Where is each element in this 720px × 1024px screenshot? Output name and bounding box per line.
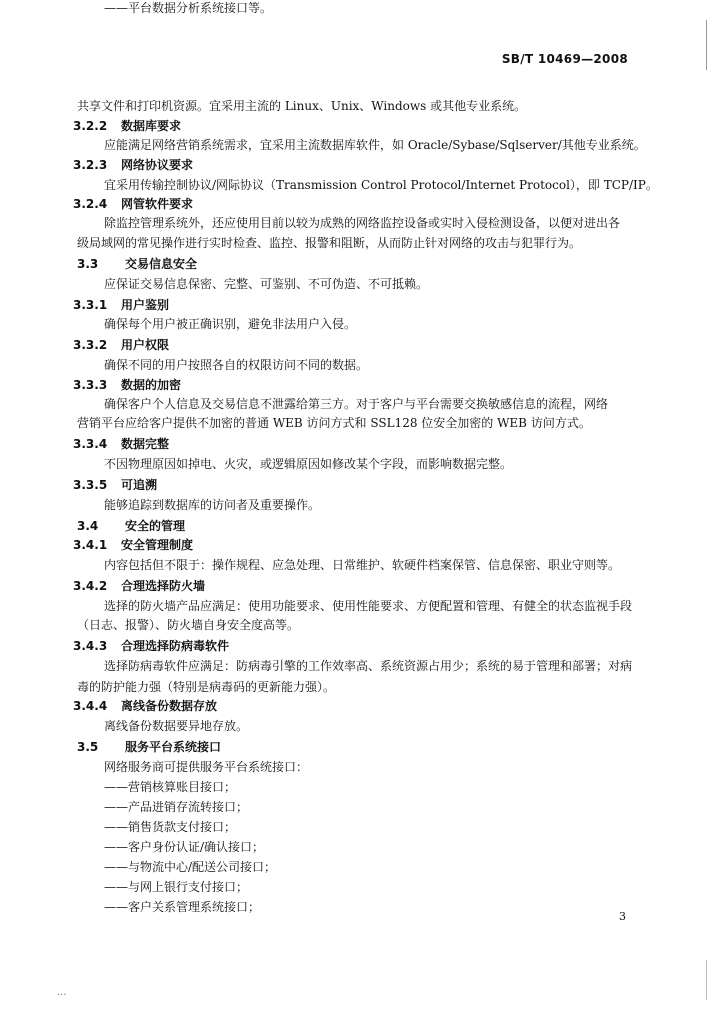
section-heading	[73, 537, 193, 553]
section-heading	[73, 157, 193, 173]
paragraph-line: 宜采用传输控制协议/网际协议（Transmission Control Protocol/Internet Protocol），即 TCP/IP。	[104, 178, 658, 192]
section-number: 3.4.4	[73, 699, 108, 713]
scan-edge-line-bottom	[706, 960, 707, 1000]
paragraph-continuation: （日志、报警）、防火墙自身安全度高等。	[77, 618, 300, 632]
section-title: 离线备份数据存放	[121, 699, 218, 713]
section-number: 3.3.3	[73, 378, 108, 392]
paragraph-line: ——与物流中心/配送公司接口；	[104, 860, 277, 874]
section-title: 交易信息安全	[125, 257, 198, 271]
section-number: 3.4	[77, 519, 99, 533]
paragraph-line: 选择防病毒软件应满足：防病毒引擎的工作效率高、系统资源占用少；系统的易于管理和部署；对病	[104, 659, 633, 673]
paragraph-continuation: 级局域网的常见操作进行实时检查、监控、报警和阻断，从而防止针对网络的攻击与犯罪行为。	[77, 236, 582, 250]
scan-artifact: ···	[57, 990, 67, 1001]
paragraph-line: 选择的防火墙产品应满足：使用功能要求、使用性能要求、方便配置和管理、有健全的状态监视手段	[104, 599, 633, 613]
section-title: 用户权限	[121, 338, 170, 352]
section-title: 安全的管理	[125, 519, 186, 533]
paragraph-line: 不因物理原因如掉电、火灾，或逻辑原因如修改某个字段，而影响数据完整。	[104, 457, 513, 471]
section-heading	[77, 739, 221, 755]
paragraph-continuation: 毒的防护能力强（特别是病毒码的更新能力强）。	[77, 680, 336, 694]
section-number: 3.3.5	[73, 478, 108, 492]
paragraph-line: ——产品进销存流转接口；	[104, 800, 249, 814]
paragraph-line: 确保每个用户被正确识别，避免非法用户入侵。	[104, 317, 357, 331]
section-number: 3.2.3	[73, 158, 108, 172]
section-heading	[73, 436, 169, 452]
section-number: 3.3	[77, 257, 99, 271]
standard-code-header: SB/T 10469—2008	[501, 52, 628, 66]
paragraph-line: 确保客户个人信息及交易信息不泄露给第三方。对于客户与平台需要交换敏感信息的流程，网络	[104, 397, 609, 411]
section-number: 3.3.2	[73, 338, 108, 352]
section-heading	[73, 297, 169, 313]
paragraph-line: ——平台数据分析系统接口等。	[104, 1, 273, 15]
section-title: 网管软件要求	[121, 197, 194, 211]
paragraph-line: ——销售货款支付接口；	[104, 820, 237, 834]
paragraph-line: ——与网上银行支付接口；	[104, 880, 249, 894]
section-number: 3.3.1	[73, 298, 108, 312]
section-title: 用户鉴别	[121, 298, 170, 312]
section-heading	[73, 698, 217, 714]
section-title: 服务平台系统接口	[125, 740, 222, 754]
section-title: 可追溯	[121, 478, 158, 492]
paragraph-line: ——客户身份认证/确认接口；	[104, 840, 265, 854]
paragraph-line: 确保不同的用户按照各自的权限访问不同的数据。	[104, 358, 369, 372]
section-heading	[73, 377, 181, 393]
paragraph-line: 除监控管理系统外，还应使用目前以较为成熟的网络监控设备或实时入侵检测设备，以便对进出各	[104, 216, 621, 230]
section-heading	[77, 518, 185, 534]
section-number: 3.3.4	[73, 437, 108, 451]
section-number: 3.2.2	[73, 119, 108, 133]
paragraph-line: ——营销核算账目接口；	[104, 780, 237, 794]
section-heading	[73, 578, 205, 594]
paragraph-line: 离线备份数据要异地存放。	[104, 719, 249, 733]
section-number: 3.4.2	[73, 579, 108, 593]
section-title: 数据完整	[121, 437, 170, 451]
paragraph-line: 内容包括但不限于：操作规程、应急处理、日常维护、软硬件档案保管、信息保密、职业守则等。	[104, 558, 621, 572]
section-title: 合理选择防火墙	[121, 579, 206, 593]
paragraph-line: 应保证交易信息保密、完整、可鉴别、不可伪造、不可抵赖。	[104, 277, 429, 291]
paragraph-continuation: 营销平台应给客户提供不加密的普通 WEB 访问方式和 SSL128 位安全加密的 WEB 访问方式。	[77, 416, 591, 430]
paragraph-line: 应能满足网络营销系统需求，宜采用主流数据库软件，如 Oracle/Sybase/Sqlserver/其他专业系统。	[104, 138, 646, 152]
section-heading	[73, 638, 229, 654]
section-title: 数据的加密	[121, 378, 182, 392]
section-heading	[73, 118, 181, 134]
section-title: 数据库要求	[121, 119, 182, 133]
section-title: 合理选择防病毒软件	[121, 639, 230, 653]
paragraph-continuation: 共享文件和打印机资源。宜采用主流的 Linux、Unix、Windows 或其他专业系统。	[77, 99, 527, 113]
section-number: 3.5	[77, 740, 99, 754]
section-heading	[77, 256, 197, 272]
paragraph-line: 能够追踪到数据库的访问者及重要操作。	[104, 498, 321, 512]
section-number: 3.4.1	[73, 538, 108, 552]
section-heading	[73, 337, 169, 353]
section-title: 网络协议要求	[121, 158, 194, 172]
paragraph-line: 网络服务商可提供服务平台系统接口：	[104, 760, 309, 774]
scan-edge-line-top	[706, 20, 707, 70]
paragraph-line: ——客户关系管理系统接口；	[104, 900, 261, 914]
section-heading	[73, 196, 193, 212]
page-number: 3	[619, 910, 626, 923]
section-number: 3.4.3	[73, 639, 108, 653]
section-heading	[73, 477, 157, 493]
section-title: 安全管理制度	[121, 538, 194, 552]
section-number: 3.2.4	[73, 197, 108, 211]
